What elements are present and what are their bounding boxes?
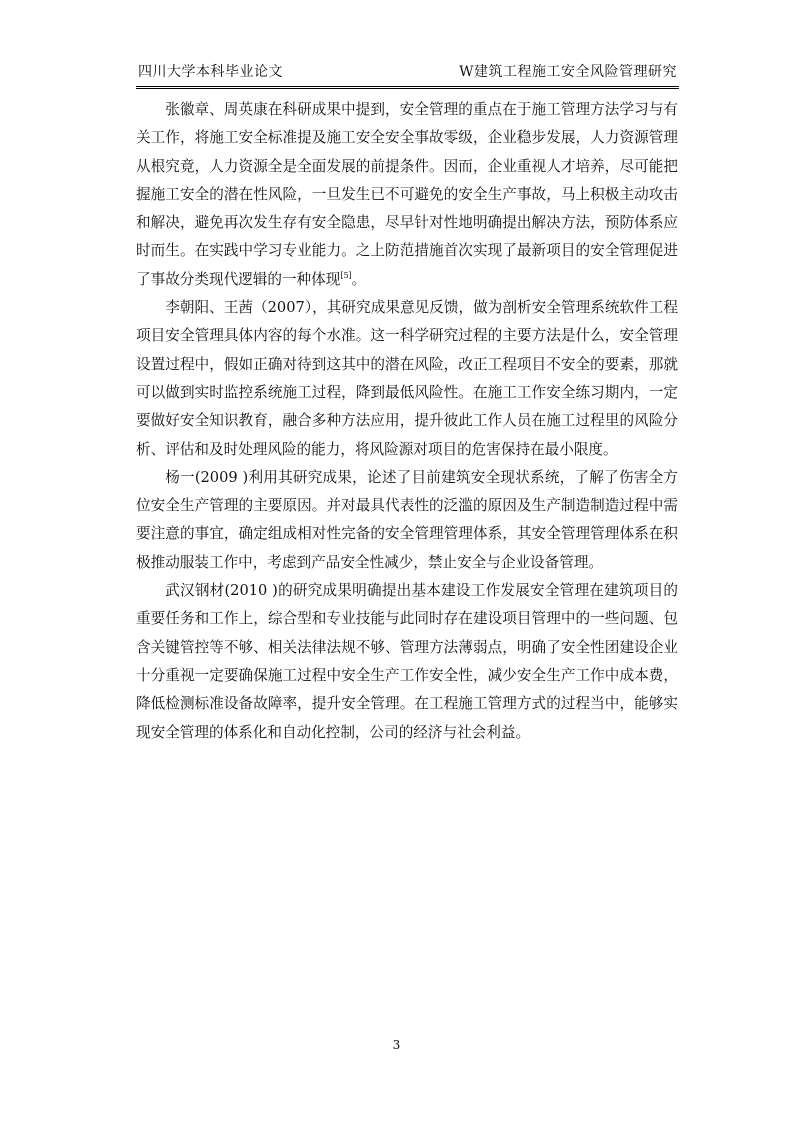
paragraph-text: 张徽章、周英康在科研成果中提到，安全管理的重点在于施工管理方法学习与有关工作，将施工安全标准提及施工安全安全事故零级，企业稳步发展，人力资源管理从根究竟，人力资源全是全面发展的前提条件。因而，企业重视人才培养，尽可能把握施工安全的潜在性风险，一旦发生已不可避免的安全生产事故，马上积极主动攻击和解决，避免再次发生存有安全隐患，尽早针对性地明确提出解决方法，预防体系应时而生。在实践中学习专业能力。之上防范措施首次实现了最新项目的安全管理促进了事故分类现代逻辑的一种体现 — [136, 101, 678, 288]
page-number: 3 — [392, 1038, 401, 1052]
paragraph-tail: 。 — [351, 270, 367, 288]
paragraph-yang: 杨一(2009 )利用其研究成果，论述了目前建筑安全现状系统，了解了伤害全方位安全生产管理的主要原因。并对最具代表性的泛滥的原因及生产制造制造过程中需要注意的事宜，确定组成相对性完备的安全管理管理体系，其安全管理管理体系在积极推动服装工作中，考虑到产品安全性减少，禁止安全与企业设备管理。 — [136, 468, 678, 571]
paragraph-wuhan: 武汉钢材(2010 )的研究成果明确提出基本建设工作发展安全管理在建筑项目的重要任务和工作上，综合型和专业技能与此同时存在建设项目管理中的一些问题、包含关键管控等不够、相关法律法规不够、管理方法薄弱点，明确了安全性团建设企业十分重视一定要确保施工过程中安全生产工作安全性，减少安全生产工作中成本费，降低检测标准设备故障率，提升安全管理。在工程施工管理方式的过程当中，能够实现安全管理的体系化和自动化控制，公司的经济与社会利益。 — [136, 582, 678, 741]
header-thesis-title: W建筑工程施工安全风险管理研究 — [459, 64, 677, 80]
citation-ref-5: [5] — [340, 270, 352, 280]
header-university-title: 四川大学本科毕业论文 — [138, 64, 283, 80]
paragraph-li-wang: 李朝阳、王茜（2007），其研究成果意见反馈，做为剖析安全管理系统软件工程项目安全管理具体内容的每个水准。这一科学研究过程的主要方法是什么，安全管理设置过程中，假如正确对待到这其中的潜在风险，改正工程项目不安全的要素，那就可以做到实时监控系统施工过程，降到最低风险性。在施工工作安全练习期内，一定要做好安全知识教育，融合多种方法应用，提升彼此工作人员在施工过程里的风险分析、评估和及时处理风险的能力，将风险源对项目的危害保持在最小限度。 — [136, 299, 678, 458]
body-text — [136, 96, 678, 747]
paragraph-zhang-zhou — [136, 96, 678, 294]
page-header — [136, 62, 679, 89]
